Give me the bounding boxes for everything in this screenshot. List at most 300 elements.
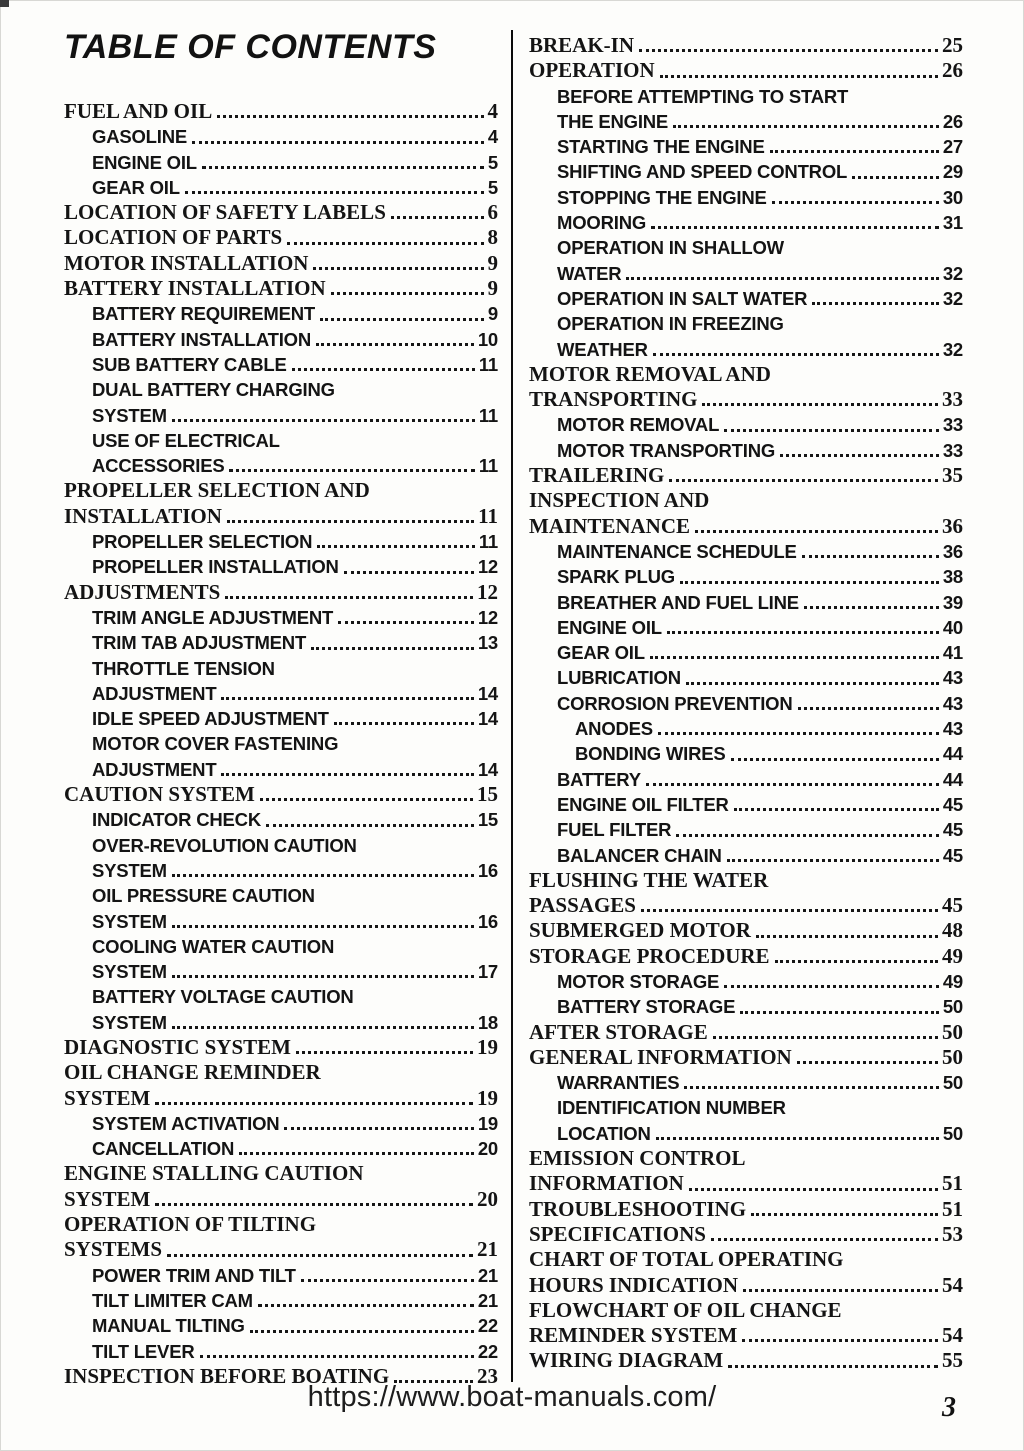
dot-leader [653,353,939,356]
toc-entry-text: INDICATOR CHECK [92,809,261,831]
toc-entry [64,554,498,579]
dot-leader [317,545,475,548]
toc-entry-text: MOTOR COVER FASTENING [92,733,339,755]
toc-entry-text: MOTOR TRANSPORTING [557,439,776,461]
toc-entry-text: INSPECTION AND [529,488,710,513]
toc-entry-page: 10 [477,328,498,350]
toc-entry-text: DUAL BATTERY CHARGING [92,379,335,401]
toc-entry [529,1298,963,1349]
toc-entry-page: 50 [942,1122,963,1144]
toc-entry-page: 43 [942,718,963,740]
toc-entry [64,833,498,884]
toc-entry-text: MOTOR REMOVAL [557,414,720,436]
toc-entry-text: BREAK-IN [529,33,635,57]
toc-entry-text: HOURS INDICATION [529,1272,739,1297]
toc-entry-text: BATTERY INSTALLATION [92,328,312,350]
toc-entry [64,1060,498,1111]
toc-entry [64,731,498,782]
toc-entry-page: 32 [942,287,963,309]
toc-entry-page: 45 [942,793,963,815]
toc-entry-text: GEAR OIL [92,176,180,198]
toc-entry [529,615,963,640]
toc-entry-text: SUB BATTERY CABLE [92,353,287,375]
toc-entry-page: 19 [477,1085,498,1110]
toc-entry-text: MAINTENANCE SCHEDULE [557,540,797,562]
dot-leader [227,520,474,523]
dot-leader [258,1304,474,1307]
toc-entry-page: 48 [942,918,963,943]
toc-entry-text: SYSTEM [92,404,167,426]
toc-entry-page: 53 [942,1221,963,1246]
dot-leader [772,201,939,204]
toc-entry-text: LUBRICATION [557,667,681,689]
toc-entry [64,1263,498,1288]
toc-entry-page: 50 [942,996,963,1018]
toc-entry-page: 25 [942,33,963,57]
dot-leader [167,1254,473,1257]
dot-leader [172,925,474,928]
toc-entry-text: SYSTEM [92,961,167,983]
toc-entry-page: 36 [942,513,963,538]
toc-entry-page: 19 [477,1034,498,1059]
toc-entry [529,918,963,943]
toc-entry-page: 13 [477,632,498,654]
toc-entry-text: EMISSION CONTROL [529,1146,746,1171]
dot-leader [641,909,938,912]
toc-entry-page: 11 [478,404,498,426]
dot-leader [202,166,484,169]
toc-entry-text: TROUBLESHOOTING [529,1196,747,1221]
toc-entry [529,792,963,817]
toc-entry-text: WEATHER [557,338,648,360]
toc-entry [64,630,498,655]
toc-entry-page: 38 [942,566,963,588]
toc-entry-text: POWER TRIM AND TILT [92,1264,296,1286]
toc-entry [64,99,498,124]
toc-entry-text: BATTERY REQUIREMENT [92,303,316,325]
toc-entry [529,159,963,184]
dot-leader [338,621,474,624]
toc-entry-page: 21 [477,1289,498,1311]
dot-leader [301,1279,474,1282]
toc-entry-page: 33 [942,414,963,436]
toc-entry-page: 44 [942,768,963,790]
dot-leader [780,454,939,457]
dot-leader [626,277,938,280]
toc-entry-text: AFTER STORAGE [529,1019,708,1044]
toc-entry [64,984,498,1035]
toc-entry-text: WATER [557,262,622,284]
toc-entry [529,741,963,766]
dot-leader [775,960,938,963]
toc-entry-text: OPERATION IN SHALLOW [557,237,784,259]
dot-leader [667,631,939,634]
toc-entry-text: GASOLINE [92,126,188,148]
toc-entry-text: STORAGE PROCEDURE [529,943,770,968]
toc-entry-text: TRANSPORTING [529,387,698,412]
dot-leader [728,1365,938,1368]
toc-entry-text: THE ENGINE [557,110,669,132]
toc-entry-page: 6 [487,200,498,225]
toc-entry-text: CORROSION PREVENTION [557,692,793,714]
toc-entry-text: TRIM TAB ADJUSTMENT [92,632,307,654]
toc-entry-page: 43 [942,667,963,689]
toc-entry-text: INSPECTION BEFORE BOATING [64,1363,390,1388]
toc-entry [64,782,498,807]
dot-leader [391,216,484,219]
page-title: TABLE OF CONTENTS [64,28,437,66]
toc-entry-page: 11 [478,531,498,553]
toc-entry-text: BATTERY STORAGE [557,996,736,1018]
dot-leader [221,697,473,700]
toc-entry [64,301,498,326]
toc-entry-text: PASSAGES [529,893,636,918]
toc-entry [529,1222,963,1247]
toc-entry [529,969,963,994]
toc-entry-text: LOCATION [557,1122,651,1144]
toc-entry-text: TILT LIMITER CAM [92,1289,253,1311]
toc-entry [529,362,963,413]
toc-entry-text: IDENTIFICATION NUMBER [557,1097,786,1119]
toc-entry [64,150,498,175]
toc-entry [529,640,963,665]
dot-leader [221,773,473,776]
dot-leader [724,429,939,432]
toc-entry-text: IDLE SPEED ADJUSTMENT [92,708,329,730]
toc-entry [64,251,498,276]
toc-entry-text: SYSTEM [92,910,167,932]
dot-leader [239,1152,474,1155]
dot-leader [172,419,475,422]
toc-entry-page: 33 [942,387,963,412]
dot-leader [284,1127,473,1130]
dot-leader [172,874,474,877]
toc-entry-text: STARTING THE ENGINE [557,136,765,158]
toc-entries-left [64,99,498,1389]
toc-entry-text: SYSTEM [64,1085,151,1110]
toc-entry-text: SYSTEM [64,1186,151,1211]
toc-entry-page: 22 [477,1315,498,1337]
toc-entry [64,529,498,554]
toc-entry-page: 30 [942,186,963,208]
toc-entry-text: SYSTEM ACTIVATION [92,1112,280,1134]
toc-entry-text: FLOWCHART OF OIL CHANGE [529,1297,842,1322]
toc-entry [529,286,963,311]
dot-leader [296,1051,473,1054]
toc-entry [64,327,498,352]
toc-entry-page: 9 [487,250,498,275]
toc-entry-text: INSTALLATION [64,503,222,528]
dot-leader [798,707,939,710]
toc-entry-text: BATTERY INSTALLATION [64,276,326,301]
toc-entry-page: 32 [942,262,963,284]
toc-entry [529,944,963,969]
toc-entry-page: 8 [487,225,498,250]
toc-entry [64,1288,498,1313]
dot-leader [658,732,939,735]
toc-entry [529,1146,963,1197]
toc-entry-text: LOCATION OF SAFETY LABELS [64,200,386,225]
toc-entry-text: SUBMERGED MOTOR [529,918,751,943]
toc-entry [64,807,498,832]
dot-leader [320,318,484,321]
toc-entry [529,463,963,488]
toc-entry [529,58,963,83]
toc-entry [529,210,963,235]
toc-entry-page: 45 [942,819,963,841]
dot-leader [711,1238,938,1241]
toc-entry [529,817,963,842]
toc-entry-text: SYSTEM [92,859,167,881]
toc-entry [64,377,498,428]
toc-entry-text: FUEL AND OIL [64,99,213,123]
toc-entry-page: 26 [942,58,963,83]
toc-entry-page: 33 [942,439,963,461]
toc-entry [529,716,963,741]
toc-entry [64,478,498,529]
dot-leader [751,1213,938,1216]
toc-entry [529,185,963,210]
toc-entry-text: ENGINE STALLING CAUTION [64,1161,364,1186]
dot-leader [756,935,938,938]
toc-entry-text: SYSTEMS [64,1237,163,1262]
toc-entry-page: 29 [942,161,963,183]
dot-leader [743,1289,938,1292]
toc-entry [529,438,963,463]
toc-entry-page: 55 [942,1348,963,1373]
toc-entry-page: 18 [477,1011,498,1033]
toc-entry [64,883,498,934]
dot-leader [639,49,938,52]
toc-entry-page: 32 [942,338,963,360]
dot-leader [172,975,474,978]
toc-entry-text: TILT LEVER [92,1340,195,1362]
toc-entry-text: ENGINE OIL FILTER [557,793,729,815]
dot-leader [192,141,484,144]
toc-entry-text: MOORING [557,212,647,234]
dot-leader [287,242,483,245]
toc-entry-text: ADJUSTMENTS [64,579,221,604]
toc-entry-page: 54 [942,1272,963,1297]
toc-entry [64,605,498,630]
dot-leader [217,115,483,118]
toc-entry [529,1020,963,1045]
toc-entry [64,1161,498,1212]
toc-entry-text: STOPPING THE ENGINE [557,186,767,208]
toc-entry [64,1339,498,1364]
toc-entry [529,590,963,615]
dot-leader [673,125,939,128]
toc-entry [64,1111,498,1136]
dot-leader [225,596,473,599]
toc-entry-text: MOTOR STORAGE [557,970,720,992]
dot-leader [155,1102,473,1105]
toc-entry-page: 16 [477,859,498,881]
toc-entry [64,124,498,149]
toc-entry-page: 11 [478,455,498,477]
toc-entry-page: 12 [477,606,498,628]
toc-entry-text: BALANCER CHAIN [557,844,722,866]
toc-entry-text: PROPELLER SELECTION [92,531,313,553]
dot-leader [742,1339,938,1342]
toc-entry [529,691,963,716]
toc-entry [529,311,963,362]
toc-entry [529,1045,963,1070]
toc-entry-page: 17 [477,961,498,983]
dot-leader [724,985,939,988]
toc-entry-page: 45 [942,844,963,866]
toc-entry-text: OPERATION OF TILTING [64,1212,317,1237]
toc-entry-page: 51 [942,1171,963,1196]
toc-entry-page: 40 [942,616,963,638]
toc-entry-text: CANCELLATION [92,1138,235,1160]
dot-leader [740,1011,939,1014]
dot-leader [250,1330,474,1333]
toc-entry-text: COOLING WATER CAUTION [92,935,335,957]
toc-entry [64,1212,498,1263]
toc-entry-page: 50 [942,1019,963,1044]
dot-leader [804,606,939,609]
toc-entry-text: DIAGNOSTIC SYSTEM [64,1034,291,1059]
toc-entry-text: LOCATION OF PARTS [64,225,283,250]
dot-leader [316,343,474,346]
toc-entry [529,868,963,919]
toc-entry-page: 26 [942,110,963,132]
toc-entry-text: INFORMATION [529,1171,684,1196]
toc-entry-text: MAINTENANCE [529,513,691,538]
toc-entry-page: 20 [477,1138,498,1160]
dot-leader [770,150,939,153]
toc-entry-page: 49 [942,970,963,992]
watermark-url: https://www.boat-manuals.com/ [307,1381,717,1413]
toc-entry-text: SHIFTING AND SPEED CONTROL [557,161,848,183]
toc-entry-text: ENGINE OIL [557,616,662,638]
toc-entry-text: ANODES [575,718,653,740]
toc-entry-page: 36 [942,540,963,562]
toc-entry-text: SPECIFICATIONS [529,1221,706,1246]
toc-entry-page: 4 [487,99,498,123]
toc-entry-page: 11 [478,503,498,528]
toc-entry-page: 39 [942,591,963,613]
toc-entry-text: BATTERY [557,768,641,790]
dot-leader [155,1203,473,1206]
dot-leader [684,1086,938,1089]
toc-entry-text: OIL PRESSURE CAUTION [92,885,315,907]
toc-entries-right [529,33,963,1374]
toc-entry [529,488,963,539]
dot-leader [229,469,474,472]
toc-entry-page: 45 [942,893,963,918]
toc-entry-text: BATTERY VOLTAGE CAUTION [92,986,354,1008]
toc-entry-text: PROPELLER SELECTION AND [64,478,370,503]
toc-entry-page: 5 [487,176,498,198]
toc-entry-text: CHART OF TOTAL OPERATING [529,1247,844,1272]
dot-leader [313,267,483,270]
toc-entry [529,134,963,159]
toc-entry [529,1070,963,1095]
toc-entry [64,200,498,225]
toc-entry [64,580,498,605]
toc-entry-page: 14 [477,708,498,730]
toc-entry-page: 19 [477,1112,498,1134]
toc-entry [64,352,498,377]
toc-entry-page: 23 [477,1363,498,1388]
toc-entry-text: USE OF ELECTRICAL [92,429,280,451]
toc-entry-text: FUEL FILTER [557,819,672,841]
toc-entry-text: ENGINE OIL [92,151,197,173]
toc-entry-page: 12 [477,579,498,604]
toc-entry-text: OPERATION IN FREEZING [557,313,784,335]
dot-leader [344,571,474,574]
toc-entry-page: 4 [487,126,498,148]
toc-entry [64,175,498,200]
dot-leader [669,479,938,482]
column-divider [511,30,513,1382]
toc-entry-text: GENERAL INFORMATION [529,1044,792,1069]
dot-leader [802,555,939,558]
toc-entry-page: 14 [477,758,498,780]
toc-entry-text: REMINDER SYSTEM [529,1323,738,1348]
toc-entry-text: PROPELLER INSTALLATION [92,556,339,578]
toc-entry-text: TRAILERING [529,463,665,488]
toc-entry [64,428,498,479]
dot-leader [680,581,939,584]
toc-entry-page: 35 [942,463,963,488]
toc-entry-text: MANUAL TILTING [92,1315,245,1337]
dot-leader [172,1026,474,1029]
toc-entry-text: MOTOR INSTALLATION [64,250,309,275]
dot-leader [292,368,475,371]
toc-entry-page: 9 [487,303,498,325]
toc-entry [64,1136,498,1161]
toc-entry-text: BREATHER AND FUEL LINE [557,591,799,613]
toc-entry-page: 22 [477,1340,498,1362]
toc-entry-text: FLUSHING THE WATER [529,867,769,892]
toc-entry-page: 15 [477,809,498,831]
toc-entry-page: 12 [477,556,498,578]
toc-entry-page: 21 [477,1264,498,1286]
toc-entry [64,656,498,707]
dot-leader [656,1137,939,1140]
toc-entry [529,564,963,589]
toc-entry-text: BONDING WIRES [575,743,726,765]
dot-leader [852,176,939,179]
toc-entry [529,1247,963,1298]
dot-leader [660,75,938,78]
toc-entry [529,1197,963,1222]
toc-entry-page: 27 [942,136,963,158]
toc-entry-page: 14 [477,682,498,704]
toc-entry-text: OPERATION [529,58,655,83]
toc-entry [64,276,498,301]
toc-entry-page: 15 [477,782,498,807]
toc-entry-text: ADJUSTMENT [92,758,217,780]
toc-entry [529,665,963,690]
dot-leader [727,859,939,862]
toc-entry [529,1348,963,1373]
toc-entry-page: 11 [478,353,498,375]
toc-entry-page: 54 [942,1323,963,1348]
dot-leader [200,1355,474,1358]
toc-entry-text: THROTTLE TENSION [92,657,275,679]
dot-leader [266,824,474,827]
toc-entry-page: 31 [942,212,963,234]
toc-entry [64,1035,498,1060]
dot-leader [689,1188,938,1191]
dot-leader [812,302,939,305]
toc-entry-text: ACCESSORIES [92,455,225,477]
dot-leader [702,403,938,406]
